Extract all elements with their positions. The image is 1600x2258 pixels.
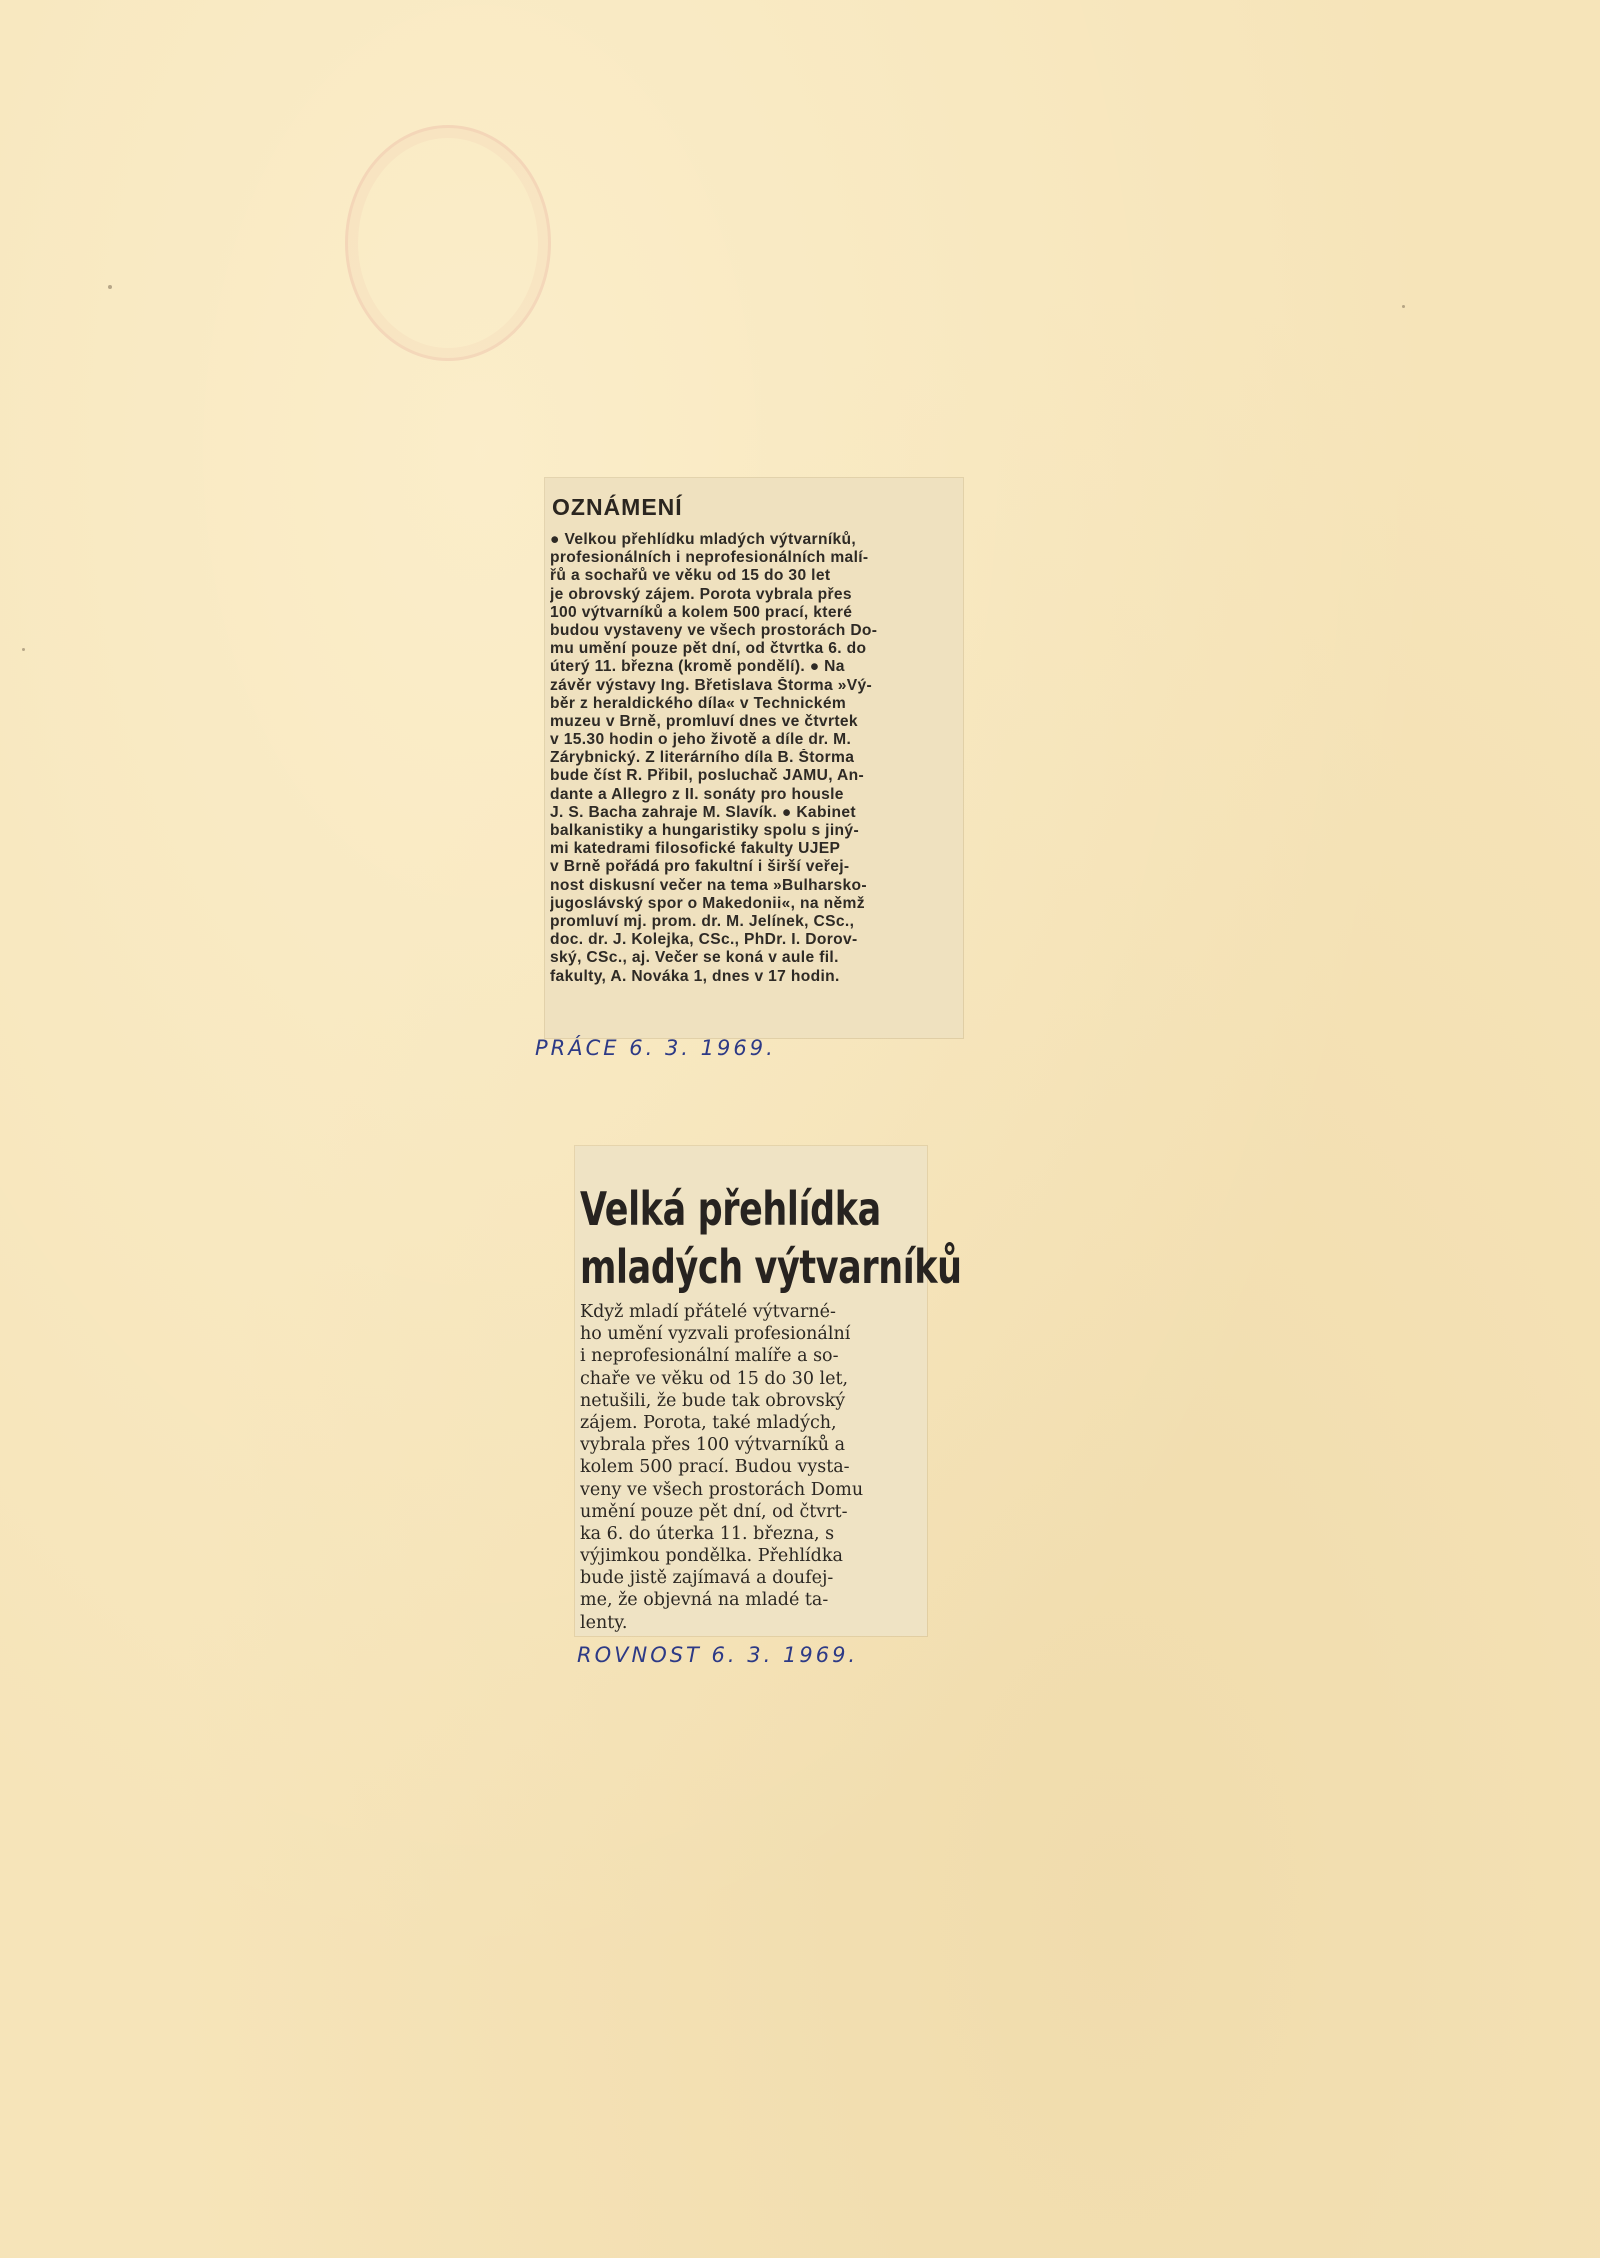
text-line: řů a sochařů ve věku od 15 do 30 let	[550, 567, 831, 585]
text-line: dante a Allegro z II. sonáty pro housle	[550, 785, 844, 803]
paper-speck	[108, 285, 112, 289]
text-line: je obrovský zájem. Porota vybrala přes	[550, 585, 852, 603]
text-line: bude číst R. Přibil, posluchač JAMU, An-	[550, 767, 865, 785]
clipping-title: OZNÁMENÍ	[552, 494, 683, 520]
handwritten-source-note: ROVNOST 6. 3. 1969.	[577, 1643, 859, 1667]
text-line: v Brně pořádá pro fakultní i širší veřej-	[550, 858, 850, 876]
headline-line: mladých výtvarníků	[580, 1240, 962, 1294]
clipping-text	[550, 531, 960, 986]
text-line: mi katedrami filosofické fakulty UJEP	[550, 840, 841, 858]
text-line: chaře ve věku od 15 do 30 let,	[580, 1368, 849, 1389]
text-line: Když mladí přátelé výtvarné-	[580, 1302, 836, 1322]
text-line: lenty.	[580, 1612, 628, 1633]
text-line: profesionálních i neprofesionálních malí-	[550, 549, 869, 567]
text-line: netušili, že bude tak obrovský	[580, 1390, 846, 1411]
text-line: jugoslávský spor o Makedonii«, na němž	[550, 894, 865, 912]
text-line: ● Velkou přehlídku mladých výtvarníků,	[550, 531, 857, 548]
text-line: ho umění vyzvali profesionální	[580, 1324, 851, 1345]
text-line: ka 6. do úterka 11. března, s	[580, 1523, 835, 1544]
text-line: kolem 500 prací. Budou vysta-	[580, 1457, 850, 1478]
text-line: nost diskusní večer na tema »Bulharsko-	[550, 876, 867, 894]
text-line: doc. dr. J. Kolejka, CSc., PhDr. I. Dorov-	[550, 931, 858, 949]
faded-stamp	[345, 125, 551, 361]
text-line: ský, CSc., aj. Večer se koná v aule fil.	[550, 949, 839, 967]
text-line: me, že objevná na mladé ta-	[580, 1590, 829, 1611]
text-line: muzeu v Brně, promluví dnes ve čtvrtek	[550, 712, 858, 730]
paper-speck	[1402, 305, 1405, 308]
text-line: promluví mj. prom. dr. M. Jelínek, CSc.,	[550, 912, 855, 930]
text-line: v 15.30 hodin o jeho životě a díle dr. M.	[550, 731, 852, 749]
text-line: 100 výtvarníků a kolem 500 prací, které	[550, 603, 853, 621]
text-line: bude jistě zajímavá a doufej-	[580, 1568, 834, 1589]
text-line: J. S. Bacha zahraje M. Slavík. ● Kabinet	[550, 803, 856, 821]
text-line: budou vystaveny ve všech prostorách Do-	[550, 621, 878, 639]
text-line: umění pouze pět dní, od čtvrt-	[580, 1501, 848, 1522]
text-line: fakulty, A. Nováka 1, dnes v 17 hodin.	[550, 967, 840, 985]
text-line: závěr výstavy Ing. Břetislava Štorma »Vý-	[550, 676, 873, 694]
text-line: i neprofesionální malíře a so-	[580, 1346, 839, 1367]
text-line: běr z heraldického díla« v Technickém	[550, 694, 847, 712]
text-line: balkanistiky a hungaristiky spolu s jiný-	[550, 822, 859, 839]
text-line: výjimkou pondělka. Přehlídka	[580, 1546, 843, 1567]
text-line: zájem. Porota, také mladých,	[580, 1412, 837, 1433]
text-line: mu umění pouze pět dní, od čtvrtka 6. do	[550, 640, 867, 658]
article-text	[580, 1301, 925, 1634]
paper-speck	[22, 648, 25, 651]
text-line: veny ve všech prostorách Domu	[580, 1479, 864, 1500]
article-headline	[580, 1180, 962, 1296]
headline-line: Velká přehlídka	[580, 1182, 881, 1236]
handwritten-source-note: PRÁCE 6. 3. 1969.	[535, 1036, 776, 1060]
text-line: Zárybnický. Z literárního díla B. Štorma	[550, 749, 855, 767]
text-line: vybrala přes 100 výtvarníků a	[580, 1435, 846, 1456]
text-line: úterý 11. března (kromě pondělí). ● Na	[550, 658, 845, 676]
